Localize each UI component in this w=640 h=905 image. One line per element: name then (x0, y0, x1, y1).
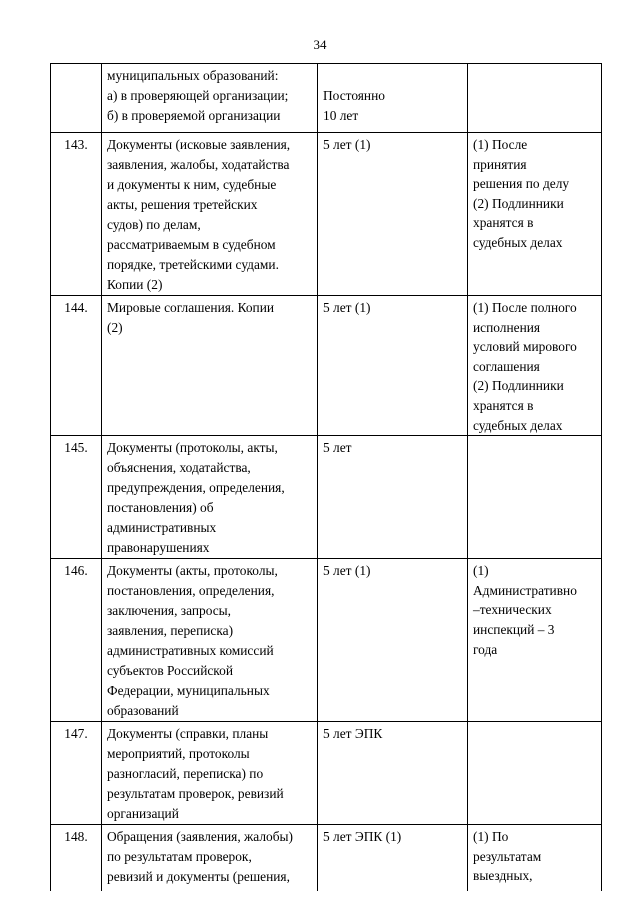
table-row (51, 436, 602, 559)
document-name (102, 64, 318, 133)
note (468, 64, 602, 133)
document-name-line: б) в проверяемой организации (107, 108, 281, 123)
note (468, 296, 602, 436)
note-line: исполнения (473, 319, 541, 335)
row-number: 144. (51, 296, 102, 436)
note (468, 559, 602, 722)
document-name-line: Федерации, муниципальных (107, 683, 270, 699)
document-name-line: Документы (исковые заявления, (107, 137, 291, 152)
document-name-line: Документы (акты, протоколы, (107, 563, 278, 579)
note-line: года (473, 641, 498, 657)
table-row (51, 825, 602, 891)
note-line: решения по делу (473, 176, 570, 192)
note-line: соглашения (473, 358, 540, 374)
document-name-line: порядке, третейскими судами. (107, 257, 279, 272)
note-line: инспекций – 3 (473, 621, 555, 637)
page-number: 34 (313, 37, 327, 52)
document-name-line: административных (107, 520, 217, 536)
retention-term (318, 436, 468, 559)
document-name (102, 133, 318, 296)
note-line: –технических (473, 602, 552, 618)
document-name (102, 436, 318, 559)
retention-term-line: 5 лет (1) (323, 300, 371, 315)
note-line: судебных делах (473, 417, 563, 433)
note-line: (2) Подлинники (473, 378, 564, 394)
note (468, 133, 602, 296)
row-number (51, 64, 102, 133)
document-name-line: предупреждения, определения, (107, 480, 285, 496)
row-number: 143. (51, 133, 102, 296)
document-name-line: объяснения, ходатайства, (107, 460, 251, 476)
note-line: (1) По (473, 829, 509, 845)
note (468, 436, 602, 559)
table-row (51, 296, 602, 436)
document-name-line: ревизий и документы (решения, (107, 869, 290, 885)
retention-term-line (323, 66, 462, 86)
note-line: принятия (473, 156, 527, 172)
retention-term (318, 133, 468, 296)
document-name (102, 296, 318, 436)
document-name-line: субъектов Российской (107, 663, 233, 679)
document-name (102, 722, 318, 825)
row-number: 147. (51, 722, 102, 825)
table-row (51, 722, 602, 825)
retention-term-line: 5 лет (1) (323, 137, 371, 152)
retention-term (318, 64, 468, 133)
table-row (51, 133, 602, 296)
document-name-line: заключения, запросы, (107, 603, 232, 619)
note-line: результатам (473, 848, 542, 864)
row-number: 148. (51, 825, 102, 891)
document-name-line: судов) по делам, (107, 217, 201, 232)
note-line: хранятся в (473, 215, 534, 231)
document-name-line: постановления, определения, (107, 583, 275, 599)
note-line: выездных, (473, 868, 533, 884)
retention-term-line: Постоянно (323, 88, 385, 103)
row-number: 145. (51, 436, 102, 559)
table-row (51, 64, 602, 133)
document-name-line: Обращения (заявления, жалобы) (107, 829, 293, 845)
note-line: судебных делах (473, 234, 563, 250)
document-name-line: мероприятий, протоколы (107, 746, 250, 762)
document-name-line: организаций (107, 806, 179, 822)
retention-term-line: 5 лет (1) (323, 563, 371, 579)
note-line: (1) После полного (473, 300, 577, 315)
document-name-line: заявления, жалобы, ходатайства (107, 157, 290, 172)
document-name-line: образований (107, 703, 179, 719)
table-row (51, 559, 602, 722)
document-name-line: правонарушениях (107, 540, 210, 556)
retention-term (318, 296, 468, 436)
note-line: условий мирового (473, 339, 577, 355)
retention-term-line: 5 лет ЭПК (323, 726, 383, 742)
document-name-line: Документы (справки, планы (107, 726, 269, 742)
document-name-line: административных комиссий (107, 643, 274, 659)
document-name-line: и документы к ним, судебные (107, 177, 277, 192)
document-name-line: Копии (2) (107, 277, 163, 292)
retention-term-line: 5 лет ЭПК (1) (323, 829, 402, 845)
document-name-line: по результатам проверок, (107, 849, 252, 865)
document-name-line: результатам проверок, ревизий (107, 786, 284, 802)
document-name-line: (2) (107, 320, 123, 335)
note-line: хранятся в (473, 397, 534, 413)
document-name-line: акты, решения третейских (107, 197, 258, 212)
document-name-line: Документы (протоколы, акты, (107, 440, 278, 456)
document-name (102, 559, 318, 722)
document-name-line: муниципальных образований: (107, 68, 279, 83)
note-line: Административно (473, 582, 577, 598)
retention-term (318, 825, 468, 891)
note (468, 825, 602, 891)
note (468, 722, 602, 825)
document-name-line: рассматриваемым в судебном (107, 237, 276, 252)
note-line: (1) После (473, 137, 528, 152)
document-name-line: постановления) об (107, 500, 214, 516)
document-name-line: разногласий, переписка) по (107, 766, 264, 782)
retention-term (318, 559, 468, 722)
document-name-line: Мировые соглашения. Копии (107, 300, 275, 315)
retention-term (318, 722, 468, 825)
retention-term-line: 5 лет (323, 440, 352, 456)
document-name-line: заявления, переписка) (107, 623, 234, 639)
document-name-line: а) в проверяющей организации; (107, 88, 289, 103)
retention-term-line: 10 лет (323, 108, 359, 123)
note-line: (2) Подлинники (473, 195, 564, 211)
row-number: 146. (51, 559, 102, 722)
note-line: (1) (473, 563, 489, 579)
retention-table (50, 63, 602, 891)
document-name (102, 825, 318, 891)
